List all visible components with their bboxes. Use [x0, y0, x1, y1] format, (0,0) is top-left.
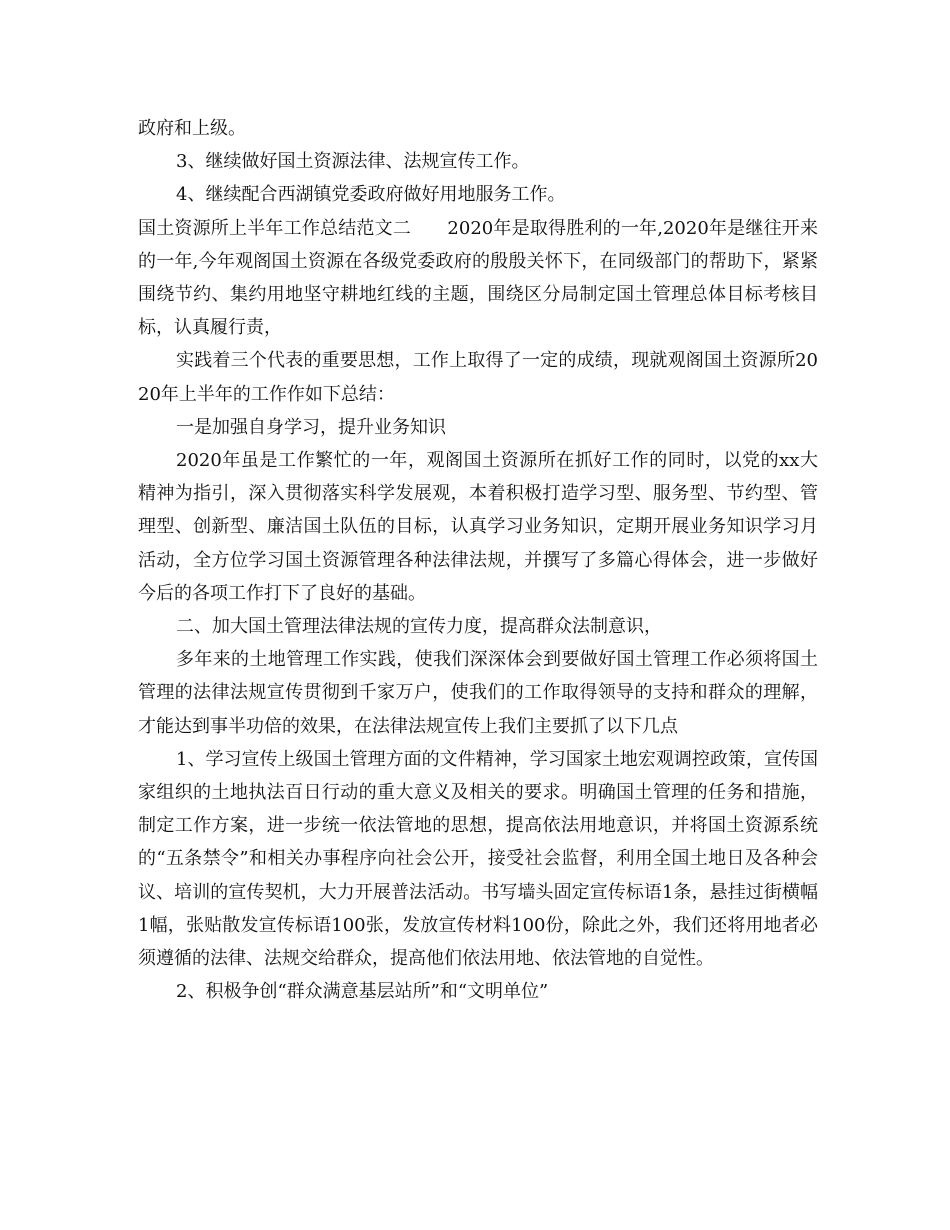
paragraph-8: 二、加大国土管理法律法规的宣传力度，提高群众法制意识， [176, 616, 662, 638]
paragraph-9: 多年来的土地管理工作实践，使我们深深体会到要做好国土管理工作必须将国土管理的法律法规宣传贯彻到千家万户，使我们的工作取得领导的支持和群众的理解，才能达到事半功倍的效果，在法律法规宣传上我们主要抓了以下几点 [138, 649, 818, 737]
paragraph-3: 4、继续配合西湖镇党委政府做好用地服务工作。 [176, 184, 566, 206]
paragraph-6: 一是加强自身学习，提升业务知识 [176, 416, 446, 438]
paragraph-2: 3、继续做好国土资源法律、法规宣传工作。 [176, 151, 530, 173]
paragraph-11: 2、积极争创“群众满意基层站所”和“文明单位” [176, 981, 549, 1003]
paragraph-1: 政府和上级。 [138, 118, 246, 139]
paragraph-5: 实践着三个代表的重要思想，工作上取得了一定的成绩，现就观阁国土资源所2020年上半年的工作作如下总结： [138, 350, 818, 405]
paragraph-4: 国土资源所上半年工作总结范文二 2020年是取得胜利的一年,2020年是继往开来的一年,今年观阁国土资源在各级党委政府的殷殷关怀下，在同级部门的帮助下，紧紧围绕节约、集约用地坚守耕地红线的主题，围绕区分局制定国土管理总体目标考核目标，认真履行责， [138, 217, 818, 339]
paragraph-10: 1、学习宣传上级国土管理方面的文件精神，学习国家土地宏观调控政策，宣传国家组织的土地执法百日行动的重大意义及相关的要求。明确国土管理的任务和措施，制定工作方案，进一步统一依法管地的思想，提高依法用地意识，并将国土资源系统的“五条禁令”和相关办事程序向社会公开，接受社会监督，利用全国土地日及各种会议、培训的宣传契机，大力开展普法活动。书写墙头固定宣传标语1条，悬挂过街横幅1幅，张贴散发宣传标语100张，发放宣传材料100份，除此之外，我们还将用地者必须遵循的法律、法规交给群众，提高他们依法用地、依法管地的自觉性。 [138, 748, 818, 970]
document-body [138, 112, 818, 1008]
paragraph-7: 2020年虽是工作繁忙的一年，观阁国土资源所在抓好工作的同时，以党的xx大精神为指引，深入贯彻落实科学发展观，本着积极打造学习型、服务型、节约型、管理型、创新型、廉洁国土队伍的目标，认真学习业务知识，定期开展业务知识学习月活动，全方位学习国土资源管理各种法律法规，并撰写了多篇心得体会，进一步做好今后的各项工作打下了良好的基础。 [138, 450, 818, 604]
